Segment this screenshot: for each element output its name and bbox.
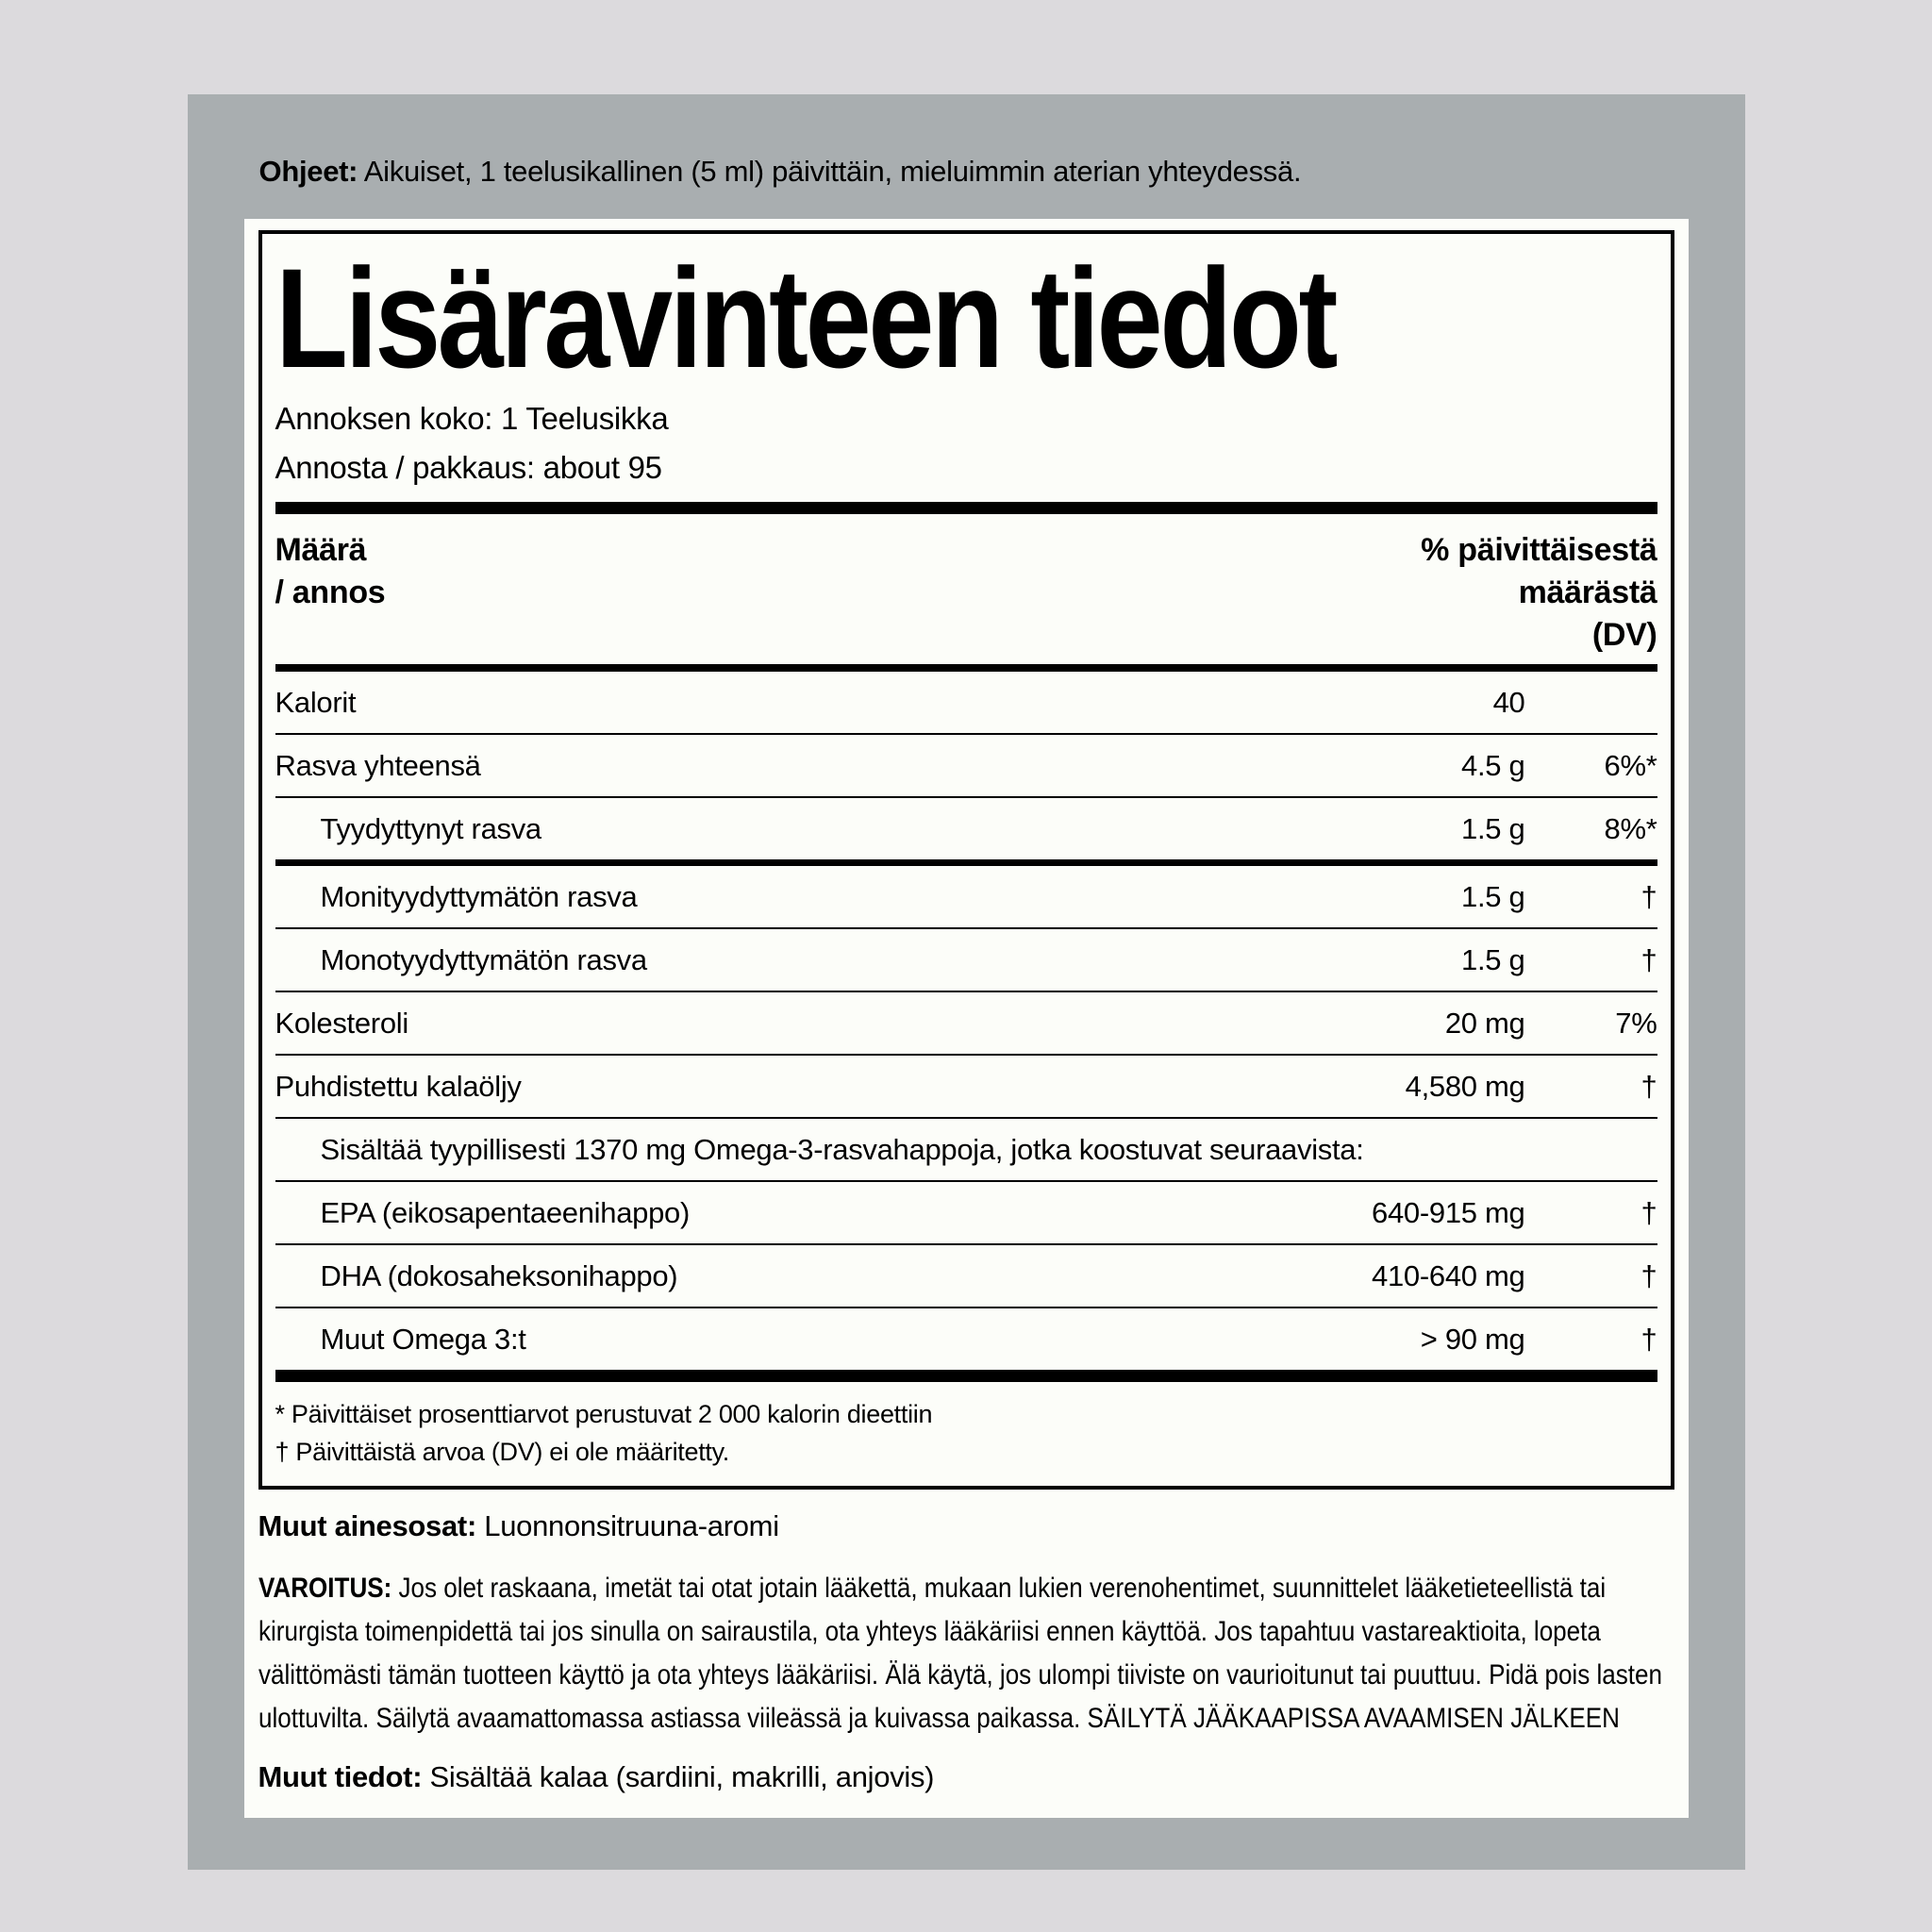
- nutrient-name: Rasva yhteensä: [275, 748, 481, 782]
- nutrient-amount: 1.5 g: [1461, 942, 1525, 976]
- nutrient-name: DHA (dokosaheksonihappo): [320, 1258, 678, 1292]
- serving-size: Annoksen koko: 1 Teelusikka: [275, 401, 669, 436]
- table-row-epa: [275, 1182, 1657, 1243]
- amount-header-line2: / annos: [275, 575, 386, 610]
- other-info-label: Muut tiedot:: [258, 1760, 423, 1793]
- nutrient-amount: 4,580 mg: [1405, 1069, 1525, 1103]
- facts-title: Lisäravinteen tiedot: [275, 239, 1335, 397]
- nutrient-dv: †: [1641, 1069, 1657, 1103]
- nutrient-dv: 8%*: [1604, 811, 1657, 845]
- serving-info: [275, 394, 1657, 492]
- other-info: [258, 1757, 1674, 1797]
- nutrient-dv: 7%: [1615, 1006, 1657, 1040]
- table-row-dha: [275, 1245, 1657, 1307]
- row-divider-thick: [275, 859, 1657, 866]
- table-row-monounsaturated-fat: [275, 929, 1657, 991]
- supplement-facts-box: [258, 230, 1674, 1490]
- footnotes: [275, 1395, 1657, 1471]
- other-ingredients-label: Muut ainesosat:: [258, 1509, 476, 1542]
- usage-instructions-label: Ohjeet:: [258, 155, 358, 188]
- nutrient-dv: †: [1641, 1195, 1657, 1229]
- table-row-omega3-note: [275, 1119, 1657, 1180]
- warning-paragraph: [258, 1567, 1702, 1740]
- nutrient-amount: 410-640 mg: [1372, 1258, 1525, 1292]
- footnote-dv-not-established: † Päivittäistä arvoa (DV) ei ole määritetty.: [275, 1438, 729, 1466]
- warning-text: Jos olet raskaana, imetät tai otat jotain lääkettä, mukaan lukien verenohentimet, suunnittelet lääketieteellistä tai kirurgista toimenpidettä tai jos sinulla on sairaustila, ota yhteys lääkäriisi ennen käyttöä. Jos tapahtuu vastareaktioita, lopeta välittömästi tämän tuotteen käyttö ja ota yhteys lääkäriisi. Älä käytä, jos ulompi tiiviste on vaurioitunut tai puuttuu. Pidä pois lasten ulottuvilta. Säilytä avaamattomassa astiassa viileässä ja kuivassa paikassa. SÄILYTÄ JÄÄKAAPISSA AVAAMISEN JÄLKEEN: [258, 1573, 1662, 1734]
- divider-medium-header: [275, 664, 1657, 672]
- table-row-fish-oil: [275, 1056, 1657, 1117]
- footnote-daily-value: * Päivittäiset prosenttiarvot perustuvat 2 000 kalorin dieettiin: [275, 1400, 933, 1428]
- label-card: [244, 219, 1689, 1818]
- dv-header-line2: määrästä: [1518, 575, 1657, 610]
- amount-column-header: [275, 529, 386, 614]
- table-row-total-fat: [275, 735, 1657, 796]
- other-ingredients: [258, 1507, 1674, 1546]
- servings-per-container: Annosta / pakkaus: about 95: [275, 450, 662, 485]
- nutrient-name: Tyydyttynyt rasva: [320, 811, 541, 845]
- table-row-calories: [275, 672, 1657, 733]
- table-header: [275, 529, 1657, 657]
- dv-header-line3: (DV): [1591, 617, 1657, 653]
- nutrient-amount: 1.5 g: [1461, 811, 1525, 845]
- table-row-other-omega3: [275, 1308, 1657, 1370]
- nutrient-name: Sisältää tyypillisesti 1370 mg Omega-3-rasvahappoja, jotka koostuvat seuraavista:: [320, 1132, 1364, 1166]
- nutrient-amount: 20 mg: [1444, 1006, 1525, 1040]
- nutrient-name: Monityydyttymätön rasva: [320, 879, 638, 913]
- dv-column-header: [1421, 529, 1657, 657]
- nutrient-amount: 40: [1492, 685, 1525, 719]
- nutrient-name: Kolesteroli: [275, 1006, 408, 1040]
- nutrient-dv: †: [1641, 1258, 1657, 1292]
- nutrient-amount: 4.5 g: [1461, 748, 1525, 782]
- nutrient-dv: 6%*: [1604, 748, 1657, 782]
- nutrient-dv: †: [1641, 1322, 1657, 1356]
- amount-header-line1: Määrä: [275, 532, 367, 568]
- nutrient-amount: 1.5 g: [1461, 879, 1525, 913]
- nutrient-name: Monotyydyttymätön rasva: [320, 942, 647, 976]
- table-row-saturated-fat: [275, 798, 1657, 859]
- nutrient-dv: †: [1641, 942, 1657, 976]
- nutrient-amount: 640-915 mg: [1372, 1195, 1525, 1229]
- table-row-cholesterol: [275, 992, 1657, 1054]
- nutrient-name: Puhdistettu kalaöljy: [275, 1069, 522, 1103]
- nutrient-name: Kalorit: [275, 685, 357, 719]
- nutrient-name: EPA (eikosapentaeenihappo): [320, 1195, 690, 1229]
- divider-thick-top: [275, 502, 1657, 514]
- dv-header-line1: % päivittäisestä: [1421, 532, 1657, 568]
- nutrient-dv: †: [1641, 879, 1657, 913]
- table-row-polyunsaturated-fat: [275, 866, 1657, 927]
- page-background: [0, 94, 1932, 1932]
- other-info-text: Sisältää kalaa (sardiini, makrilli, anjovis): [422, 1760, 935, 1793]
- usage-instructions-text: Aikuiset, 1 teelusikallinen (5 ml) päivittäin, mieluimmin aterian yhteydessä.: [358, 155, 1302, 188]
- divider-thick-bottom: [275, 1370, 1657, 1382]
- nutrient-amount: > 90 mg: [1420, 1322, 1525, 1356]
- usage-instructions: [259, 153, 1689, 191]
- other-ingredients-text: Luonnonsitruuna-aromi: [475, 1509, 779, 1542]
- warning-label: VAROITUS:: [258, 1573, 391, 1604]
- label-panel: [188, 94, 1745, 1870]
- nutrient-name: Muut Omega 3:t: [320, 1322, 526, 1356]
